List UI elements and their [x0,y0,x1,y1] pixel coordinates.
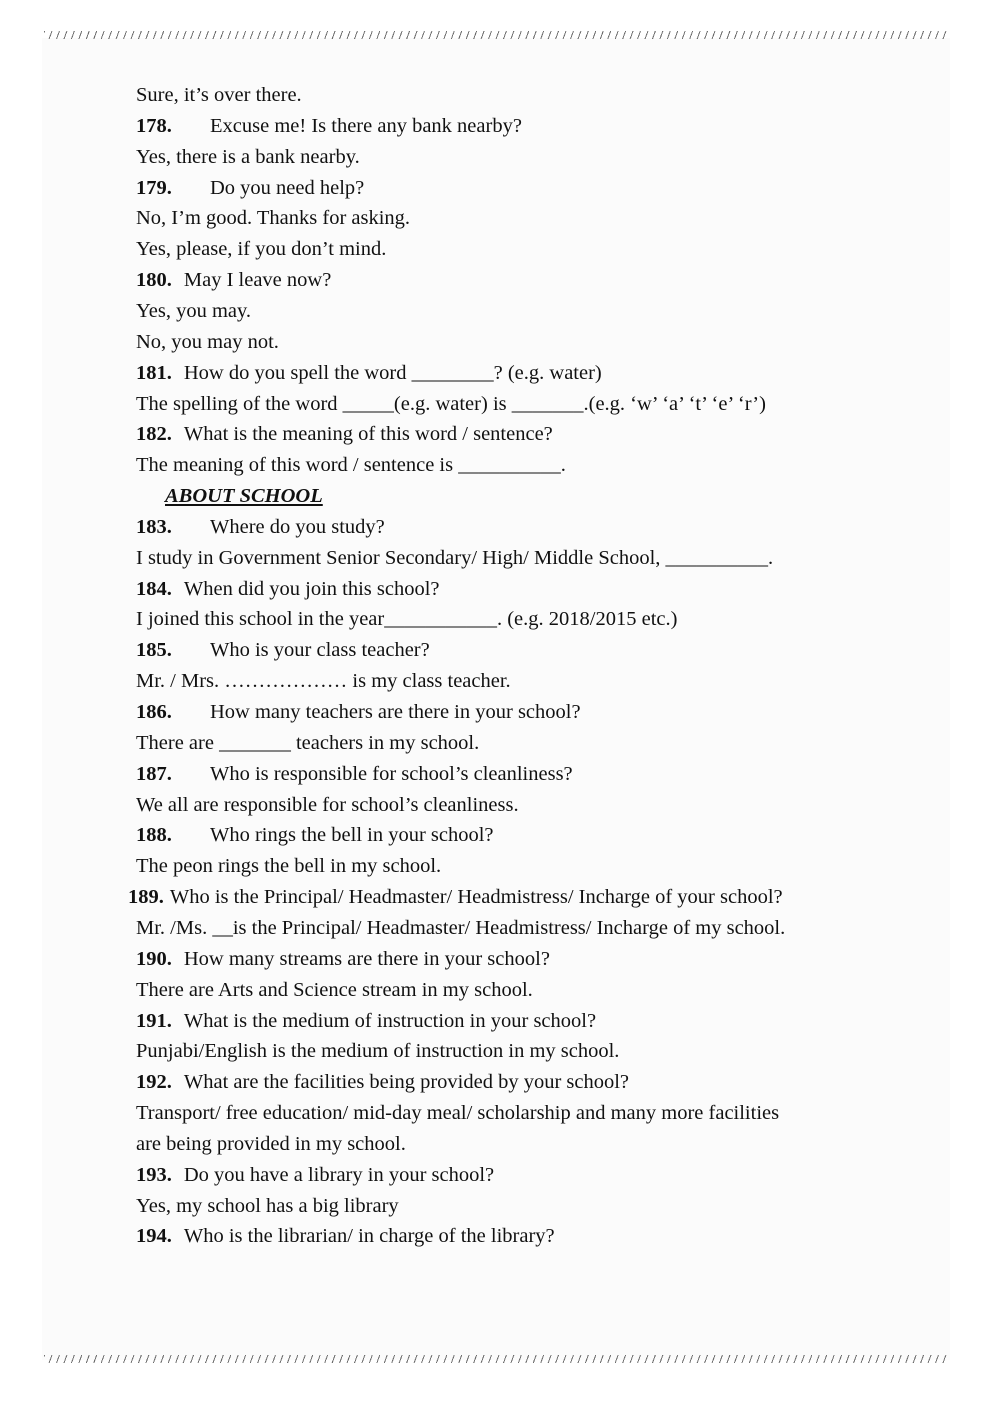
question-line [136,759,573,789]
question-line [136,111,522,141]
question-text: What is the meaning of this word / sentence? [183,423,553,446]
answer-line [136,80,302,110]
section-heading [165,481,323,511]
question-number: 187. [136,762,172,785]
answer-text: Yes, there is a bank nearby. [136,145,360,168]
answer-text: Transport/ free education/ mid-day meal/ scholarship and many more facilities [136,1102,780,1125]
question-text: Do you have a library in your school? [183,1163,495,1186]
question-number: 185. [136,639,172,662]
question-line [136,697,581,727]
answer-text: I joined this school in the year___________. (e.g. 2018/2015 etc.) [136,608,678,631]
question-line [136,1006,596,1036]
answer-line [136,450,566,480]
question-number: 186. [136,701,172,723]
answer-text: No, I’m good. Thanks for asking. [136,207,411,230]
answer-text: I study in Government Senior Secondary/ High/ Middle School, __________. [136,546,774,569]
question-line [136,1160,494,1190]
question-number: 180. [136,269,172,292]
answer-text: No, you may not. [136,330,279,353]
question-text: Who is the Principal/ Headmaster/ Headmistress/ Incharge of your school? [169,886,783,909]
question-number: 191. [136,1009,172,1032]
answer-text: are being provided in my school. [136,1132,406,1155]
question-number: 192. [136,1071,172,1094]
question-text: Who is responsible for school’s cleanliness? [210,762,573,785]
answer-line [136,851,441,881]
question-text: Who is your class teacher? [210,639,430,662]
question-line [136,1221,555,1251]
question-text: When did you join this school? [183,577,440,600]
answer-line [136,296,251,326]
question-number: 189. [128,886,164,909]
answer-line [136,543,773,573]
question-line [136,173,364,203]
question-text: How do you spell the word ________? (e.g. water) [183,361,602,384]
answer-line [136,389,766,419]
answer-line [136,728,479,758]
question-number: 190. [136,947,172,970]
answer-text: Mr. /Ms. __is the Principal/ Headmaster/ Headmistress/ Incharge of my school. [136,916,786,939]
question-line [128,882,783,912]
answer-line [136,604,677,634]
question-text: What are the facilities being provided by your school? [183,1071,630,1094]
question-text: Who is the librarian/ in charge of the library? [183,1225,555,1248]
answer-text: Sure, it’s over there. [136,84,302,106]
answer-text: The spelling of the word _____(e.g. water) is _______.(e.g. ‘w’ ‘a’ ‘t’ ‘e’ ‘r’) [136,392,766,415]
answer-text: Yes, my school has a big library [136,1194,399,1217]
question-line [136,358,602,388]
question-number: 182. [136,423,172,446]
question-number: 179. [136,176,172,199]
question-text: Who rings the bell in your school? [210,824,494,847]
question-line [136,512,385,542]
answer-line [136,975,533,1005]
question-line [136,944,550,974]
question-line [136,265,331,295]
question-line [136,1067,629,1097]
question-line [136,574,440,604]
question-line [136,419,553,449]
answer-line [136,790,519,820]
question-number: 193. [136,1163,172,1186]
dotted-border-top [44,31,950,39]
answer-text: The meaning of this word / sentence is __________. [136,454,566,477]
dotted-border-bottom [44,1355,950,1363]
answer-line [136,327,279,357]
answer-text: Yes, you may. [136,299,252,322]
question-line [136,635,430,665]
section-heading-text: ABOUT SCHOOL [165,485,323,508]
answer-line [136,1036,619,1066]
answer-line [136,234,386,264]
answer-text: Punjabi/English is the medium of instruction in my school. [136,1040,620,1063]
question-text: Excuse me! Is there any bank nearby? [210,114,522,137]
answer-line [136,1129,406,1159]
answer-line [136,913,785,943]
question-text: What is the medium of instruction in your school? [183,1009,597,1032]
question-number: 184. [136,577,172,600]
answer-text: The peon rings the bell in my school. [136,855,442,878]
question-text: Where do you study? [210,515,385,538]
answer-line [136,1098,779,1128]
question-text: How many streams are there in your school? [183,947,550,970]
answer-line [136,1191,399,1221]
answer-text: There are _______ teachers in my school. [136,731,480,754]
question-number: 194. [136,1225,172,1248]
answer-line [136,666,511,696]
answer-text: There are Arts and Science stream in my school. [136,978,533,1001]
question-number: 178. [136,114,172,137]
question-text: Do you need help? [210,176,365,199]
question-number: 183. [136,515,172,538]
question-text: How many teachers are there in your school? [210,701,581,723]
question-text: May I leave now? [183,269,332,292]
answer-line [136,142,360,172]
question-number: 181. [136,361,172,384]
answer-line [136,203,410,233]
answer-text: Yes, please, if you don’t mind. [136,238,387,261]
answer-text: We all are responsible for school’s cleanliness. [136,793,519,816]
question-number: 188. [136,824,172,847]
answer-text: Mr. / Mrs. ……………… is my class teacher. [136,670,511,693]
question-line [136,820,494,850]
